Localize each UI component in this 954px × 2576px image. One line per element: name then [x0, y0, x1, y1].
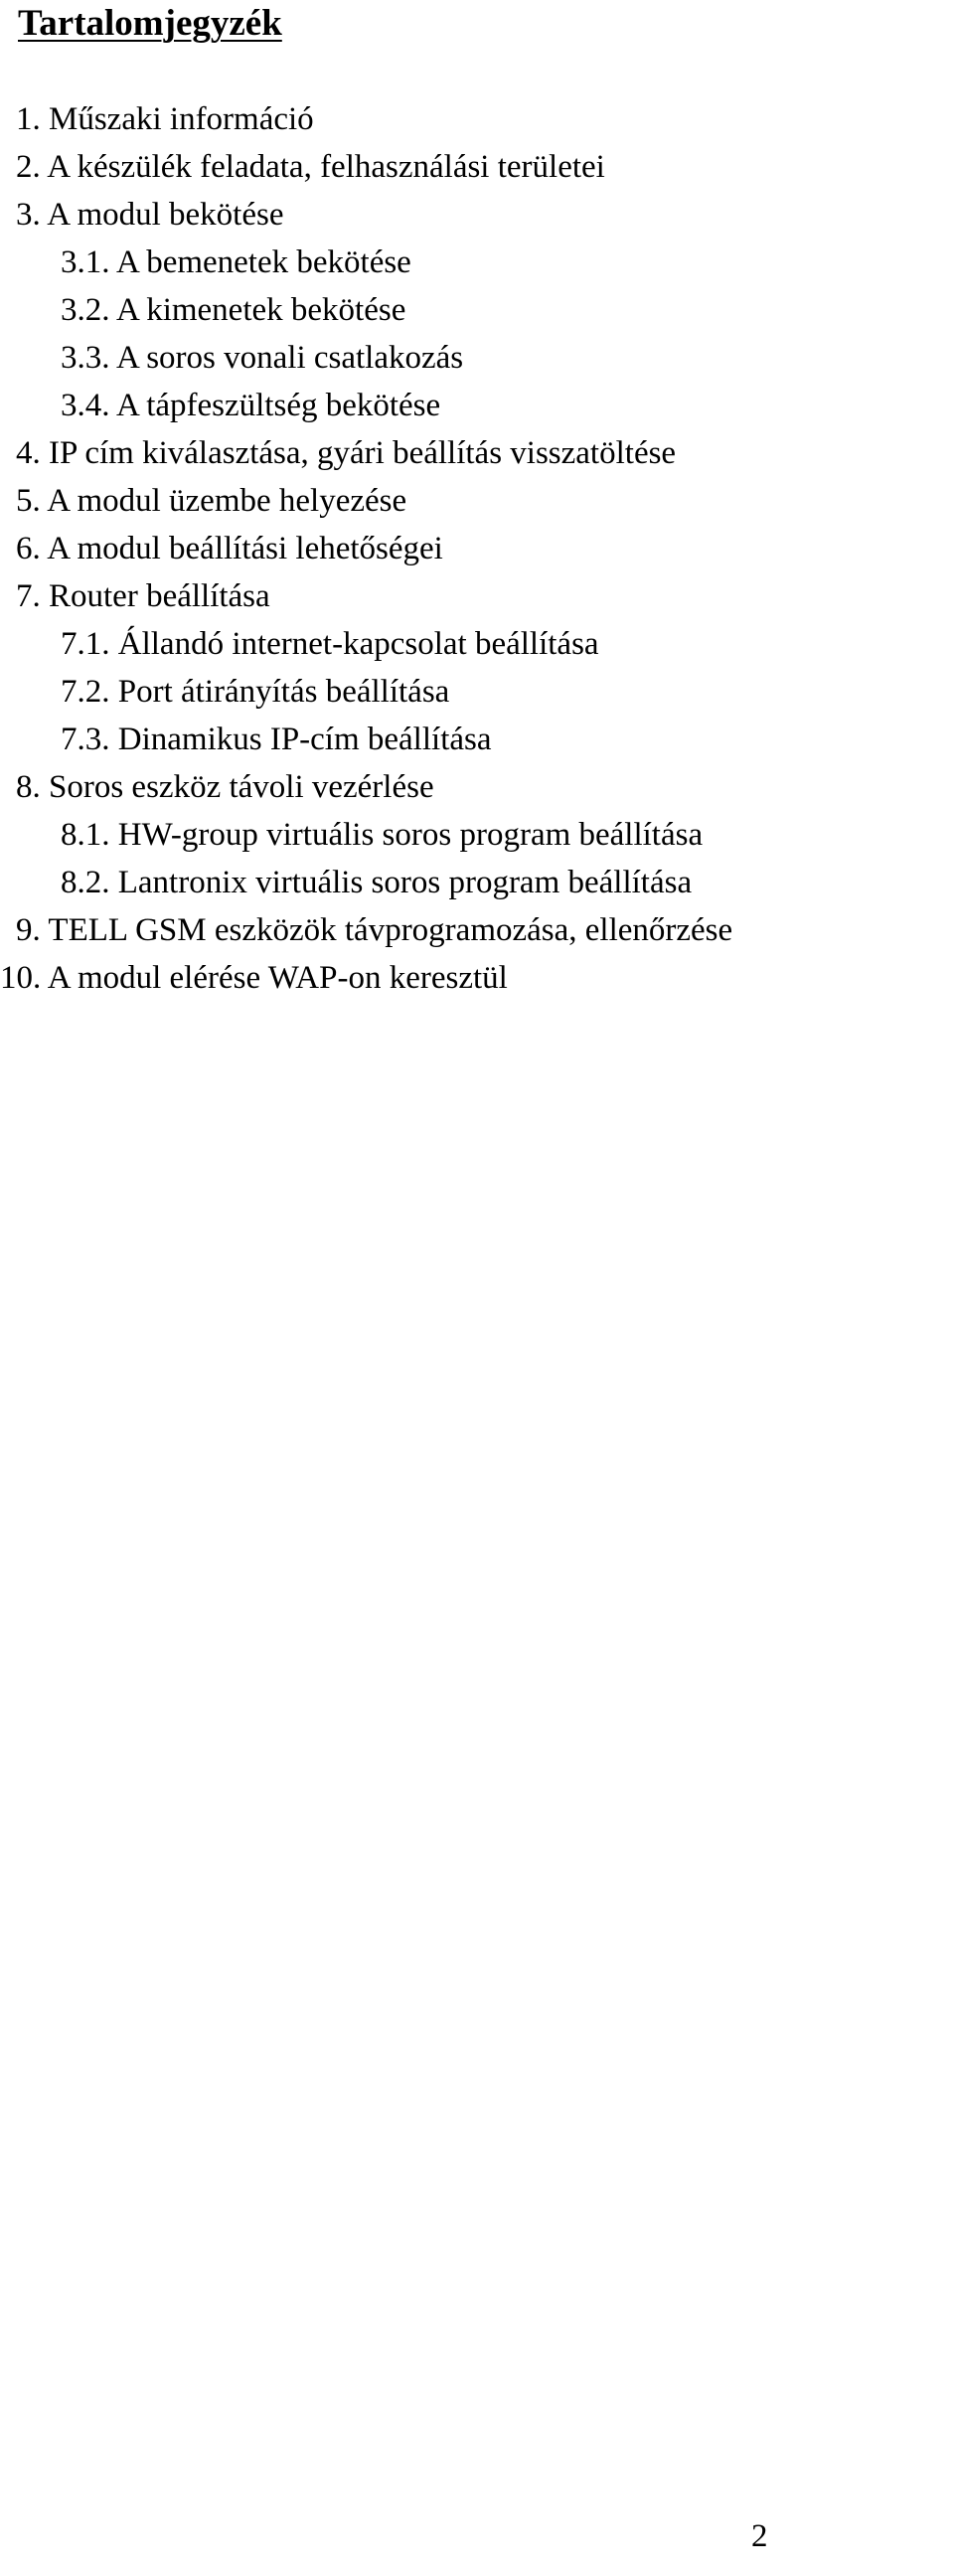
toc-entry: [0, 572, 954, 620]
toc-subentry: [0, 716, 954, 763]
toc-subentry: [0, 286, 954, 334]
toc-entry: [0, 763, 954, 811]
toc-entry: [0, 143, 954, 191]
toc-entry-number: 3.3.: [61, 340, 110, 376]
toc-entry-number: 5.: [16, 483, 41, 519]
toc-entry-text: A modul elérése WAP-on keresztül: [47, 960, 508, 996]
toc-entry-text: A tápfeszültség bekötése: [115, 388, 441, 423]
toc-list: [0, 95, 954, 1002]
toc-entry-text: TELL GSM eszközök távprogramozása, ellenőrzése: [48, 912, 733, 948]
toc-entry-number: 8.2.: [61, 865, 110, 900]
toc-entry-text: A soros vonali csatlakozás: [115, 340, 464, 376]
toc-subentry: [0, 620, 954, 668]
toc-entry-text: A modul bekötése: [47, 197, 284, 233]
toc-entry-text: A bemenetek bekötése: [115, 244, 411, 280]
toc-entry-number: 3.1.: [61, 244, 110, 280]
toc-entry: [0, 477, 954, 525]
page-number: 2: [751, 2518, 768, 2554]
toc-entry-text: A modul üzembe helyezése: [47, 483, 407, 519]
toc-subentry: [0, 239, 954, 286]
toc-entry-text: Port átirányítás beállítása: [117, 674, 450, 710]
toc-entry-text: IP cím kiválasztása, gyári beállítás visszatöltése: [49, 435, 677, 471]
toc-entry-number: 3.2.: [61, 292, 110, 328]
toc-subentry: [0, 668, 954, 716]
toc-entry-number: 7.: [16, 578, 41, 614]
toc-entry-text: Soros eszköz távoli vezérlése: [49, 769, 434, 805]
toc-entry-text: A kimenetek bekötése: [115, 292, 406, 328]
toc-entry-number: 6.: [16, 531, 41, 566]
toc-entry-number: 1.: [16, 101, 41, 137]
toc-entry-number: 7.1.: [61, 626, 110, 662]
toc-entry-number: 7.2.: [61, 674, 110, 710]
toc-subentry: [0, 334, 954, 382]
toc-entry-number: 4.: [16, 435, 41, 471]
toc-title: Tartalomjegyzék: [18, 3, 282, 44]
toc-entry-number: 3.4.: [61, 388, 110, 423]
toc-entry-text: HW-group virtuális soros program beállítása: [117, 817, 704, 853]
toc-subentry: [0, 811, 954, 859]
toc-entry: [0, 191, 954, 239]
toc-entry-number: 8.: [16, 769, 41, 805]
toc-subentry: [0, 382, 954, 429]
toc-entry: [0, 525, 954, 572]
toc-entry-text: A készülék feladata, felhasználási területei: [47, 149, 605, 185]
toc-entry-text: Dinamikus IP-cím beállítása: [117, 722, 492, 757]
toc-entry-number: 7.3.: [61, 722, 110, 757]
toc-entry: [0, 954, 954, 1002]
toc-entry: [0, 429, 954, 477]
toc-subentry: [0, 859, 954, 906]
toc-entry-number: 9.: [16, 912, 41, 948]
toc-entry-text: A modul beállítási lehetőségei: [47, 531, 443, 566]
toc-entry-text: Router beállítása: [49, 578, 270, 614]
toc-entry: [0, 95, 954, 143]
toc-entry: [0, 906, 954, 954]
toc-entry-number: 10.: [0, 960, 42, 996]
toc-entry-text: Állandó internet-kapcsolat beállítása: [117, 626, 599, 662]
toc-entry-number: 2.: [16, 149, 41, 185]
toc-entry-number: 3.: [16, 197, 41, 233]
toc-entry-text: Lantronix virtuális soros program beállítása: [117, 865, 693, 900]
toc-entry-text: Műszaki információ: [49, 101, 314, 137]
toc-entry-number: 8.1.: [61, 817, 110, 853]
